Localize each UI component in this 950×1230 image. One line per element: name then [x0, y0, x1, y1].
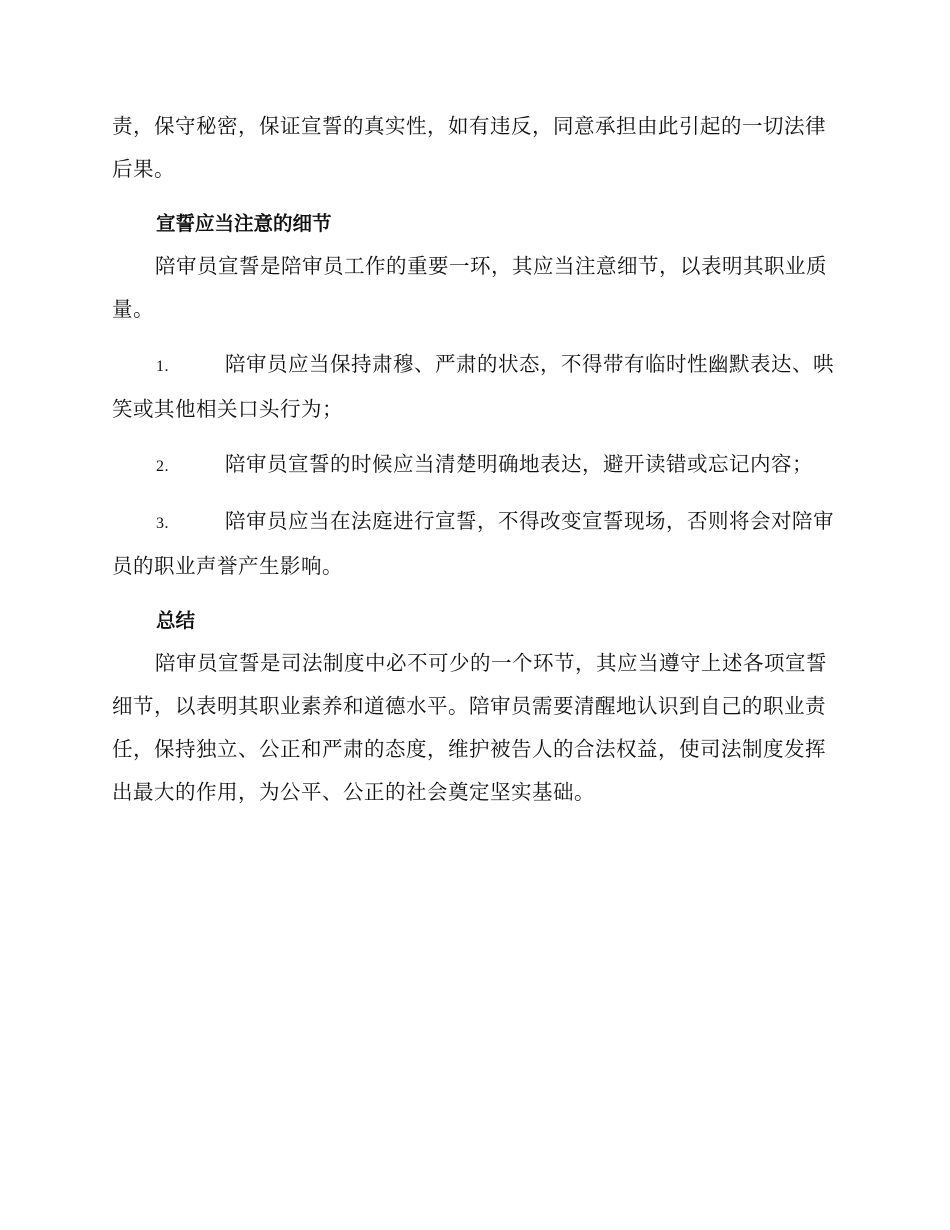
list-item-text: 陪审员宣誓的时候应当清楚明确地表达，避开读错或忘记内容；: [225, 452, 813, 476]
section-heading-details: 宣誓应当注意的细节: [156, 212, 332, 235]
section-heading-summary: 总结: [156, 609, 196, 632]
list-item-text: 陪审员应当保持肃穆、严肃的状态，不得带有临时性幽默表达、哄笑或其他相关口头行为；: [112, 352, 834, 421]
list-item: [112, 343, 834, 431]
list-item-number: 3.: [156, 515, 169, 532]
list-item: [112, 443, 834, 488]
document-body: [112, 105, 834, 814]
list-item: [112, 500, 834, 588]
details-intro-paragraph: 陪审员宣誓是陪审员工作的重要一环，其应当注意细节，以表明其职业质量。: [112, 254, 827, 321]
list-item-number: 1.: [156, 358, 169, 375]
list-item-text: 陪审员应当在法庭进行宣誓，不得改变宣誓现场，否则将会对陪审员的职业声誉产生影响。: [112, 509, 834, 578]
intro-continuation-paragraph: 责，保守秘密，保证宣誓的真实性，如有违反，同意承担由此引起的一切法律后果。: [112, 114, 826, 181]
list-item-number: 2.: [156, 458, 169, 475]
summary-paragraph: 陪审员宣誓是司法制度中必不可少的一个环节，其应当遵守上述各项宣誓细节，以表明其职业素养和道德水平。陪审员需要清醒地认识到自己的职业责任，保持独立、公正和严肃的态度，维护被告人的合法权益，使司法制度发挥出最大的作用，为公平、公正的社会奠定坚实基础。: [112, 651, 827, 804]
